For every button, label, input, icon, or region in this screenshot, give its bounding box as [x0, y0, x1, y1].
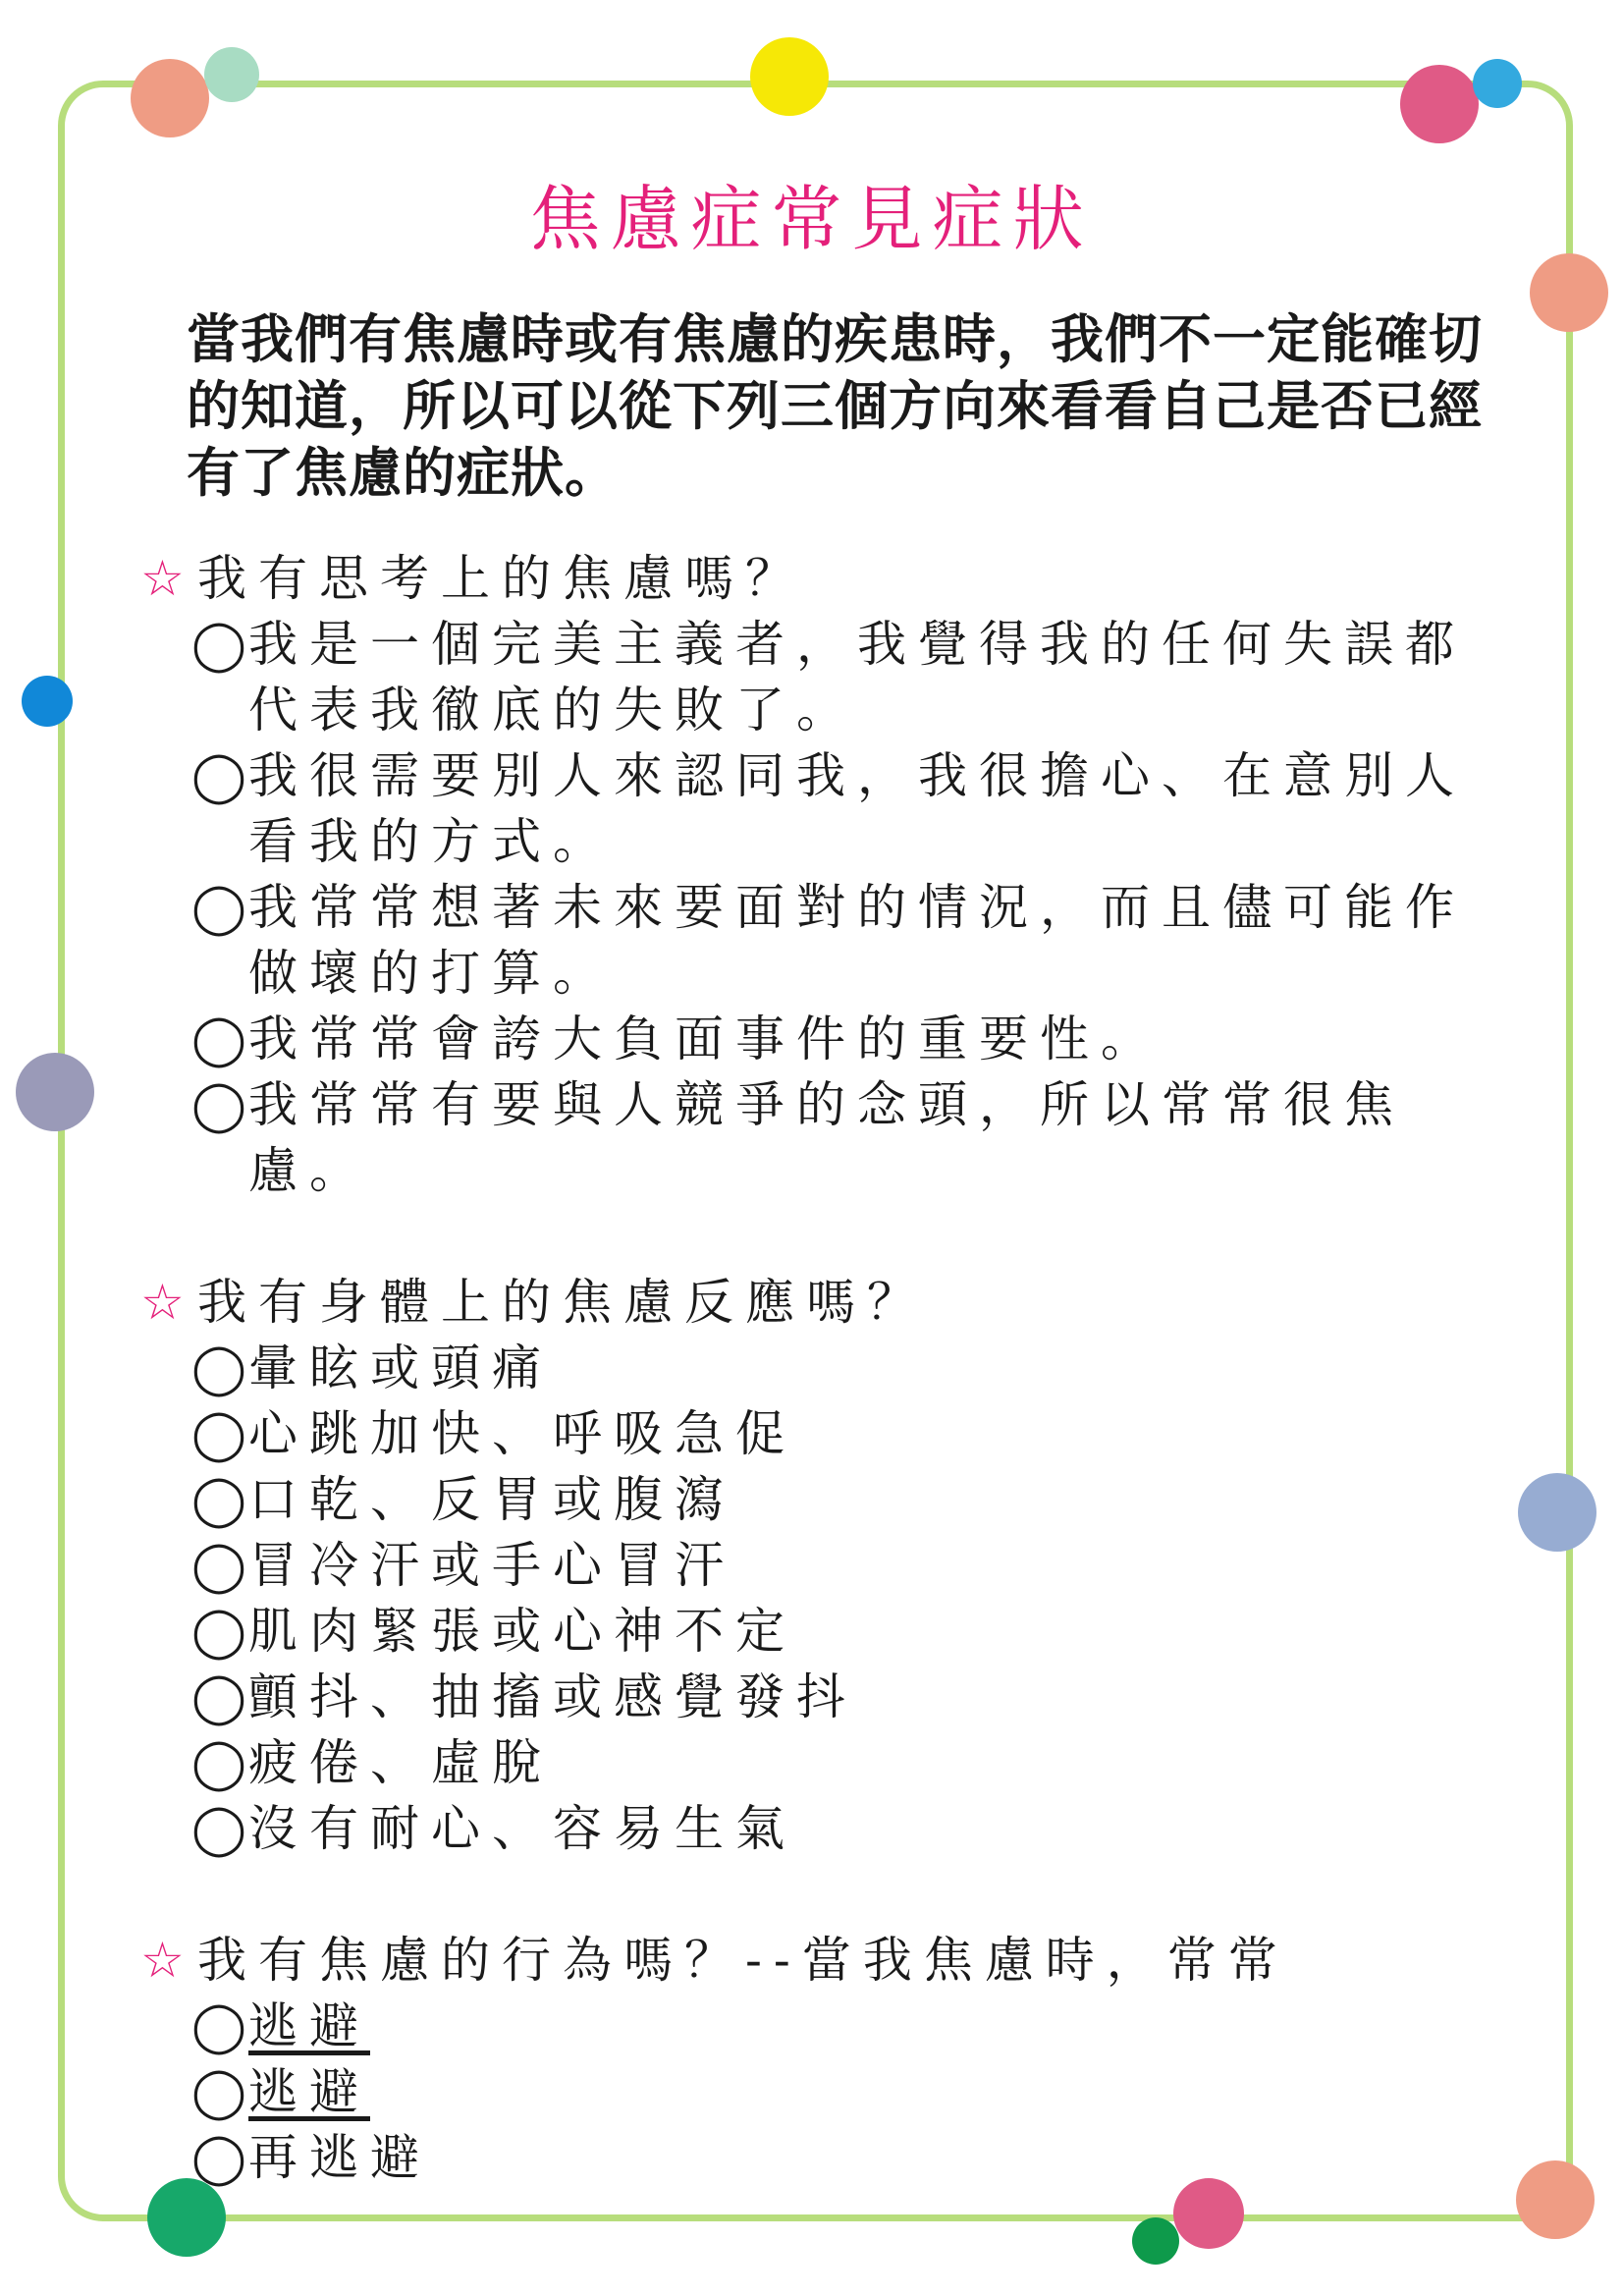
checklist-item[interactable]: [191, 2125, 1495, 2191]
dot-periwinkle: [1518, 1473, 1596, 1552]
item-text: 冒冷汗或手心冒汗: [248, 1537, 735, 1594]
heading-text: 我有身體上的焦慮反應嗎？: [197, 1274, 928, 1331]
heading-text: 我有思考上的焦慮嗎？: [197, 550, 806, 607]
item-text: 顫抖、抽搐或感覺發抖: [248, 1668, 857, 1725]
checkbox-circle-icon[interactable]: ◯: [191, 747, 246, 804]
checklist-item[interactable]: [191, 1401, 1495, 1467]
checkbox-circle-icon[interactable]: ◯: [191, 616, 246, 673]
section-thinking: [140, 546, 1495, 1204]
checklist-item[interactable]: [191, 1533, 1495, 1599]
checkbox-circle-icon[interactable]: ◯: [191, 1668, 246, 1725]
item-text: 我是一個完美主義者，我覺得我的任何失誤都代表我徹底的失敗了。: [248, 616, 1466, 738]
checklist-content: [140, 546, 1495, 2257]
checkbox-circle-icon[interactable]: ◯: [191, 1734, 246, 1791]
dot-yellow: [750, 37, 829, 116]
checkbox-circle-icon[interactable]: ◯: [191, 1076, 246, 1133]
checkbox-circle-icon[interactable]: ◯: [191, 879, 246, 936]
item-text: 我常常想著未來要面對的情況，而且儘可能作做壞的打算。: [248, 879, 1466, 1002]
star-icon: ☆: [140, 1274, 185, 1331]
checkbox-circle-icon[interactable]: ◯: [191, 1339, 246, 1396]
dot-mint: [204, 47, 259, 102]
star-icon: ☆: [140, 550, 185, 607]
checklist-item[interactable]: [191, 2059, 1495, 2125]
checkbox-circle-icon[interactable]: ◯: [191, 2063, 246, 2120]
item-text: 心跳加快、呼吸急促: [248, 1405, 796, 1462]
checklist-item[interactable]: [191, 1796, 1495, 1862]
checklist-item[interactable]: [191, 1336, 1495, 1401]
checklist-item[interactable]: [191, 1599, 1495, 1665]
heading-text: 我有焦慮的行為嗎？--當我焦慮時，常常: [197, 1932, 1289, 1989]
dot-cyan: [1473, 59, 1522, 108]
item-text: 再逃避: [248, 2129, 431, 2186]
item-text: 肌肉緊張或心神不定: [248, 1603, 796, 1660]
dot-lavender: [16, 1053, 94, 1131]
checkbox-circle-icon[interactable]: ◯: [191, 1800, 246, 1857]
dot-salmon: [131, 59, 209, 137]
page-title: 焦慮症常見症狀: [529, 178, 1094, 260]
section-heading: [140, 1270, 1495, 1336]
checkbox-circle-icon[interactable]: ◯: [191, 1537, 246, 1594]
section-behavior: [140, 1928, 1495, 2191]
checklist-item[interactable]: [191, 1730, 1495, 1796]
dot-salmon: [1516, 2160, 1595, 2239]
dot-blue: [22, 676, 73, 727]
item-text: 我常常有要與人競爭的念頭，所以常常很焦慮。: [248, 1076, 1405, 1199]
checkbox-circle-icon[interactable]: ◯: [191, 2129, 246, 2186]
dot-pink: [1400, 65, 1479, 143]
item-text: 沒有耐心、容易生氣: [248, 1800, 796, 1857]
checkbox-circle-icon[interactable]: ◯: [191, 1405, 246, 1462]
item-text: 疲倦、虛脫: [248, 1734, 553, 1791]
checkbox-circle-icon[interactable]: ◯: [191, 1471, 246, 1528]
checkbox-circle-icon[interactable]: ◯: [191, 1997, 246, 2054]
checklist-item[interactable]: [191, 743, 1495, 875]
checkbox-circle-icon[interactable]: ◯: [191, 1603, 246, 1660]
item-text: 我很需要別人來認同我，我很擔心、在意別人看我的方式。: [248, 747, 1466, 870]
item-text: 逃避: [248, 1997, 370, 2054]
checklist-item[interactable]: [191, 875, 1495, 1007]
section-heading: [140, 1928, 1495, 1994]
item-text: 暈眩或頭痛: [248, 1339, 553, 1396]
intro-paragraph: 當我們有焦慮時或有焦慮的疾患時，我們不一定能確切的知道，所以可以從下列三個方向來看看自己是否已經有了焦慮的症狀。: [187, 308, 1483, 504]
item-text: 我常常會誇大負面事件的重要性。: [248, 1011, 1162, 1067]
section-physical: [140, 1270, 1495, 1862]
star-icon: ☆: [140, 1932, 185, 1989]
checklist-item[interactable]: [191, 1467, 1495, 1533]
dot-salmon: [1530, 253, 1608, 332]
checklist-item[interactable]: [191, 1665, 1495, 1730]
checklist-item[interactable]: [191, 1994, 1495, 2059]
section-heading: [140, 546, 1495, 612]
checklist-item[interactable]: [191, 1007, 1495, 1072]
checkbox-circle-icon[interactable]: ◯: [191, 1011, 246, 1067]
item-text: 口乾、反胃或腹瀉: [248, 1471, 735, 1528]
item-text: 逃避: [248, 2063, 370, 2120]
checklist-item[interactable]: [191, 1072, 1495, 1204]
checklist-item[interactable]: [191, 612, 1495, 743]
